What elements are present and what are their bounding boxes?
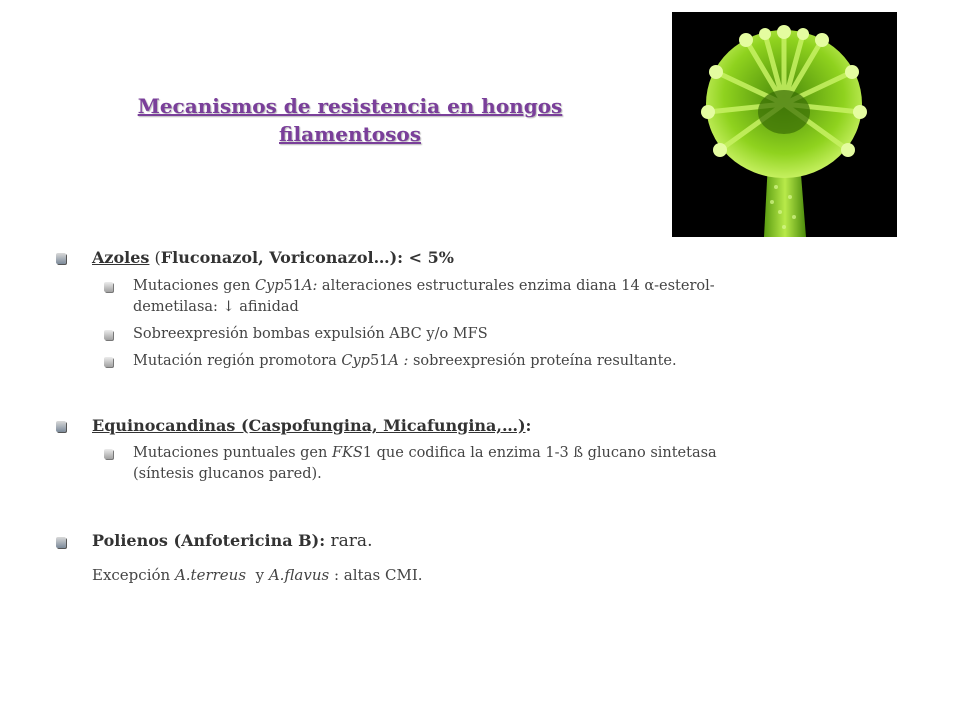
- polienos-exception: [92, 565, 852, 586]
- species-name: A.flavus: [268, 566, 330, 584]
- item-text: que codifica la enzima 1-3 ß glucano sintetasa: [372, 445, 717, 461]
- azoles-rate: < 5%: [408, 248, 454, 267]
- exception-text: y: [246, 566, 269, 584]
- sub-bullet-icon: [104, 282, 113, 292]
- azoles-name: Azoles: [92, 248, 150, 267]
- equinocandinas-colon: :: [525, 416, 532, 435]
- azoles-open: (: [149, 248, 161, 267]
- sub-bullet-icon: [104, 449, 113, 459]
- azoles-drugs: Fluconazol, Voriconazol…):: [160, 248, 409, 267]
- item-text: sobreexpresión proteína resultante.: [408, 353, 677, 369]
- gene-name: FKS: [331, 445, 363, 461]
- azoles-item-1: [133, 276, 893, 318]
- item-text-cont: demetilasa: ↓ afinidad: [133, 299, 299, 315]
- item-text: Mutaciones gen: [133, 278, 255, 294]
- exception-text: : altas CMI.: [329, 566, 423, 584]
- equinocandinas-heading: [92, 416, 531, 435]
- item-text: alteraciones estructurales enzima diana 14 α-esterol-: [317, 278, 715, 294]
- gene-number: 1: [362, 445, 373, 461]
- azoles-heading: [92, 248, 454, 267]
- bullet-icon: [56, 537, 66, 548]
- bullet-icon: [56, 421, 66, 432]
- sub-bullet-icon: [104, 357, 113, 367]
- polienos-name: Polienos (Anfotericina B):: [92, 531, 326, 550]
- title-line-2: filamentosos: [279, 122, 421, 146]
- polienos-rate: rara.: [325, 531, 373, 551]
- item-text: Mutación región promotora: [133, 353, 342, 369]
- sub-bullet-icon: [104, 330, 113, 340]
- item-text-cont: (síntesis glucanos pared).: [133, 466, 322, 482]
- slide-title: [80, 92, 620, 148]
- gene-number: 51: [283, 278, 302, 294]
- polienos-heading: [92, 531, 372, 551]
- species-name: A.terreus: [174, 566, 247, 584]
- item-text: Mutaciones puntuales gen: [133, 445, 332, 461]
- fungus-photo: [672, 12, 897, 237]
- gene-number: 51: [369, 353, 389, 369]
- equinocandinas-name: Equinocandinas (Caspofungina, Micafungina,…): [92, 416, 526, 435]
- aspergillus-icon: [672, 12, 897, 237]
- bullet-icon: [56, 253, 66, 264]
- gene-suffix: A:: [301, 278, 318, 294]
- azoles-item-3: [133, 351, 893, 372]
- gene-name: Cyp: [341, 353, 370, 369]
- title-line-1: Mecanismos de resistencia en hongos: [137, 94, 563, 118]
- azoles-item-2: Sobreexpresión bombas expulsión ABC y/o MFS: [133, 326, 488, 342]
- gene-name: Cyp: [254, 278, 284, 294]
- gene-suffix: A :: [388, 353, 409, 369]
- equinocandinas-item-1: [133, 443, 893, 485]
- exception-text: Excepción: [92, 566, 175, 584]
